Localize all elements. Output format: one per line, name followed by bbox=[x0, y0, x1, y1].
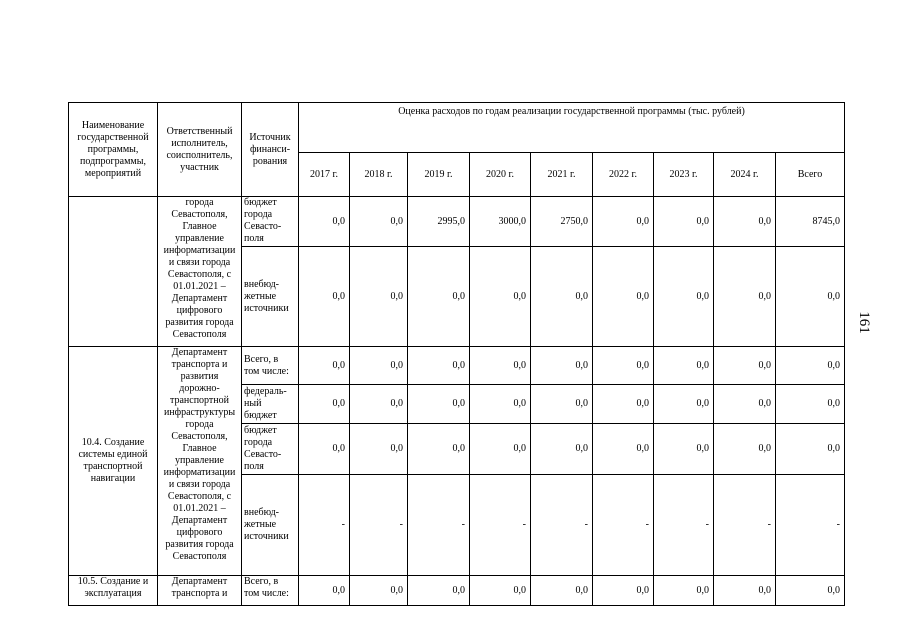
value-cell: 0,0 bbox=[593, 385, 654, 424]
value-cell: 0,0 bbox=[350, 247, 408, 347]
value-cell: 0,0 bbox=[470, 247, 531, 347]
year-header: 2022 г. bbox=[593, 153, 654, 197]
year-header: 2024 г. bbox=[714, 153, 776, 197]
total-value-cell: 0,0 bbox=[776, 347, 845, 385]
total-value-cell: 0,0 bbox=[776, 424, 845, 475]
year-header: 2018 г. bbox=[350, 153, 408, 197]
value-cell: 0,0 bbox=[350, 424, 408, 475]
value-cell: 0,0 bbox=[299, 385, 350, 424]
page-number: 161 bbox=[855, 311, 872, 334]
table-row bbox=[69, 197, 845, 247]
header-name-cell: Наименование государственной программы, подпрограммы, мероприятий bbox=[69, 103, 158, 197]
year-header: 2021 г. bbox=[531, 153, 593, 197]
header-source-cell: Источник финанси-рования bbox=[242, 103, 299, 197]
value-cell: 0,0 bbox=[299, 197, 350, 247]
value-cell: 0,0 bbox=[408, 247, 470, 347]
value-cell: 0,0 bbox=[408, 385, 470, 424]
value-cell: 0,0 bbox=[350, 385, 408, 424]
value-cell: 0,0 bbox=[593, 576, 654, 606]
total-value-cell: 0,0 bbox=[776, 385, 845, 424]
expense-table bbox=[68, 102, 845, 606]
year-header: 2023 г. bbox=[654, 153, 714, 197]
value-cell: 0,0 bbox=[470, 424, 531, 475]
funding-source-cell: бюджет города Севасто-поля bbox=[242, 424, 299, 475]
value-cell: 0,0 bbox=[593, 197, 654, 247]
value-cell: - bbox=[593, 475, 654, 576]
value-cell: 0,0 bbox=[654, 576, 714, 606]
value-cell: 0,0 bbox=[654, 385, 714, 424]
value-cell: 0,0 bbox=[408, 424, 470, 475]
value-cell: 0,0 bbox=[350, 347, 408, 385]
value-cell: 0,0 bbox=[299, 347, 350, 385]
value-cell: 0,0 bbox=[714, 197, 776, 247]
value-cell: 0,0 bbox=[531, 247, 593, 347]
value-cell: 0,0 bbox=[408, 347, 470, 385]
value-cell: 0,0 bbox=[593, 247, 654, 347]
executor-cell: Департамент транспорта и bbox=[158, 576, 242, 606]
value-cell: 0,0 bbox=[299, 424, 350, 475]
funding-source-cell: федераль-ный бюджет bbox=[242, 385, 299, 424]
value-cell: 0,0 bbox=[470, 576, 531, 606]
value-cell: - bbox=[531, 475, 593, 576]
value-cell: 0,0 bbox=[654, 424, 714, 475]
value-cell: 0,0 bbox=[654, 197, 714, 247]
value-cell: 0,0 bbox=[531, 576, 593, 606]
value-cell: 0,0 bbox=[299, 247, 350, 347]
total-value-cell: 8745,0 bbox=[776, 197, 845, 247]
value-cell: - bbox=[714, 475, 776, 576]
value-cell: - bbox=[408, 475, 470, 576]
funding-source-cell: Всего, в том числе: bbox=[242, 576, 299, 606]
value-cell: 0,0 bbox=[470, 385, 531, 424]
value-cell: 2750,0 bbox=[531, 197, 593, 247]
value-cell: - bbox=[350, 475, 408, 576]
table-row bbox=[69, 576, 845, 606]
value-cell: 0,0 bbox=[714, 385, 776, 424]
value-cell: 0,0 bbox=[470, 347, 531, 385]
value-cell: 0,0 bbox=[654, 347, 714, 385]
value-cell: 0,0 bbox=[593, 424, 654, 475]
year-header: 2019 г. bbox=[408, 153, 470, 197]
funding-source-cell: внебюд-жетные источники bbox=[242, 247, 299, 347]
header-executor-cell: Ответственный исполнитель, соисполнитель, участник bbox=[158, 103, 242, 197]
value-cell: - bbox=[470, 475, 531, 576]
value-cell: 0,0 bbox=[714, 347, 776, 385]
program-name-cell: 10.4. Создание системы единой транспортной навигации bbox=[69, 347, 158, 576]
funding-source-cell: бюджет города Севасто-поля bbox=[242, 197, 299, 247]
value-cell: 0,0 bbox=[531, 385, 593, 424]
executor-cell: Департамент транспорта и развития дорожно-транспортной инфраструктуры города Севастополя, Главное управление информатизации и связи города Севастополя, с 01.01.2021 – Департамент цифрового развития города Севастополя bbox=[158, 347, 242, 576]
value-cell: 0,0 bbox=[714, 247, 776, 347]
year-header: 2017 г. bbox=[299, 153, 350, 197]
total-value-cell: 0,0 bbox=[776, 576, 845, 606]
value-cell: 0,0 bbox=[299, 576, 350, 606]
program-name-cell bbox=[69, 197, 158, 347]
funding-source-cell: Всего, в том числе: bbox=[242, 347, 299, 385]
value-cell: 0,0 bbox=[714, 424, 776, 475]
value-cell: - bbox=[299, 475, 350, 576]
program-name-cell: 10.5. Создание и эксплуатация bbox=[69, 576, 158, 606]
value-cell: 0,0 bbox=[408, 576, 470, 606]
value-cell: 0,0 bbox=[593, 347, 654, 385]
value-cell: 2995,0 bbox=[408, 197, 470, 247]
funding-source-cell: внебюд-жетные источники bbox=[242, 475, 299, 576]
value-cell: - bbox=[654, 475, 714, 576]
year-header: 2020 г. bbox=[470, 153, 531, 197]
total-value-cell: 0,0 bbox=[776, 247, 845, 347]
value-cell: 3000,0 bbox=[470, 197, 531, 247]
value-cell: 0,0 bbox=[531, 424, 593, 475]
value-cell: 0,0 bbox=[714, 576, 776, 606]
value-cell: 0,0 bbox=[350, 576, 408, 606]
value-cell: 0,0 bbox=[531, 347, 593, 385]
header-estimate-title: Оценка расходов по годам реализации государственной программы (тыс. рублей) bbox=[299, 103, 845, 153]
value-cell: 0,0 bbox=[350, 197, 408, 247]
table-row bbox=[69, 347, 845, 385]
total-header: Всего bbox=[776, 153, 845, 197]
executor-cell: города Севастополя, Главное управление информатизации и связи города Севастополя, с 01.01.2021 – Департамент цифрового развития города Севастополя bbox=[158, 197, 242, 347]
value-cell: 0,0 bbox=[654, 247, 714, 347]
total-value-cell: - bbox=[776, 475, 845, 576]
